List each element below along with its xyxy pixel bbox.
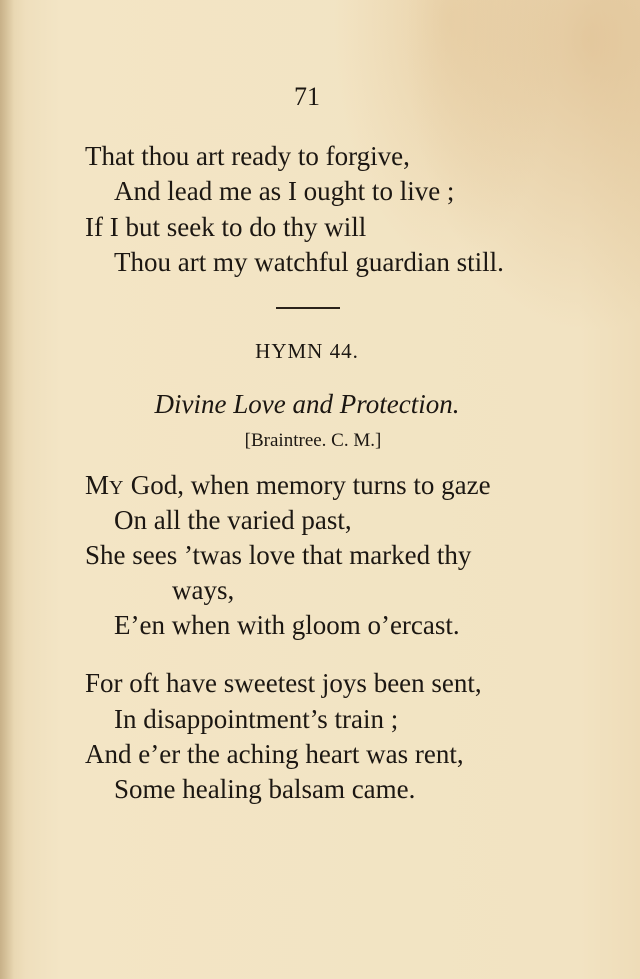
- verse-line: In disappointment’s train ;: [114, 704, 399, 734]
- section-divider: [276, 307, 340, 309]
- page-gutter-shadow: [0, 0, 14, 979]
- verse-line: On all the varied past,: [114, 505, 352, 535]
- hymn-heading: HYMN 44.: [255, 339, 359, 363]
- tune-meter: [Braintree. C. M.]: [244, 430, 382, 451]
- verse-line-first: [85, 469, 491, 504]
- verse-line: Some healing balsam came.: [114, 774, 416, 804]
- verse-line-continuation: ways,: [172, 575, 235, 605]
- verse-line: And lead me as I ought to live ;: [114, 176, 455, 206]
- verse-line: Thou art my watchful guardian still.: [114, 247, 504, 277]
- initial-capital: M: [85, 470, 110, 500]
- verse-line: If I but seek to do thy will: [85, 212, 367, 242]
- page-number: 71: [294, 82, 320, 111]
- verse-line-rest: God, when memory turns to gaze: [123, 470, 491, 500]
- verse-line: E’en when with gloom o’ercast.: [114, 610, 460, 640]
- verse-line: For oft have sweetest joys been sent,: [85, 668, 482, 698]
- verse-line: She sees ’twas love that marked thy: [85, 540, 472, 570]
- verse-line: That thou art ready to forgive,: [85, 141, 410, 171]
- verse-line: And e’er the aching heart was rent,: [85, 739, 464, 769]
- hymn-title: Divine Love and Protection.: [154, 389, 460, 419]
- small-caps: Y: [109, 477, 124, 499]
